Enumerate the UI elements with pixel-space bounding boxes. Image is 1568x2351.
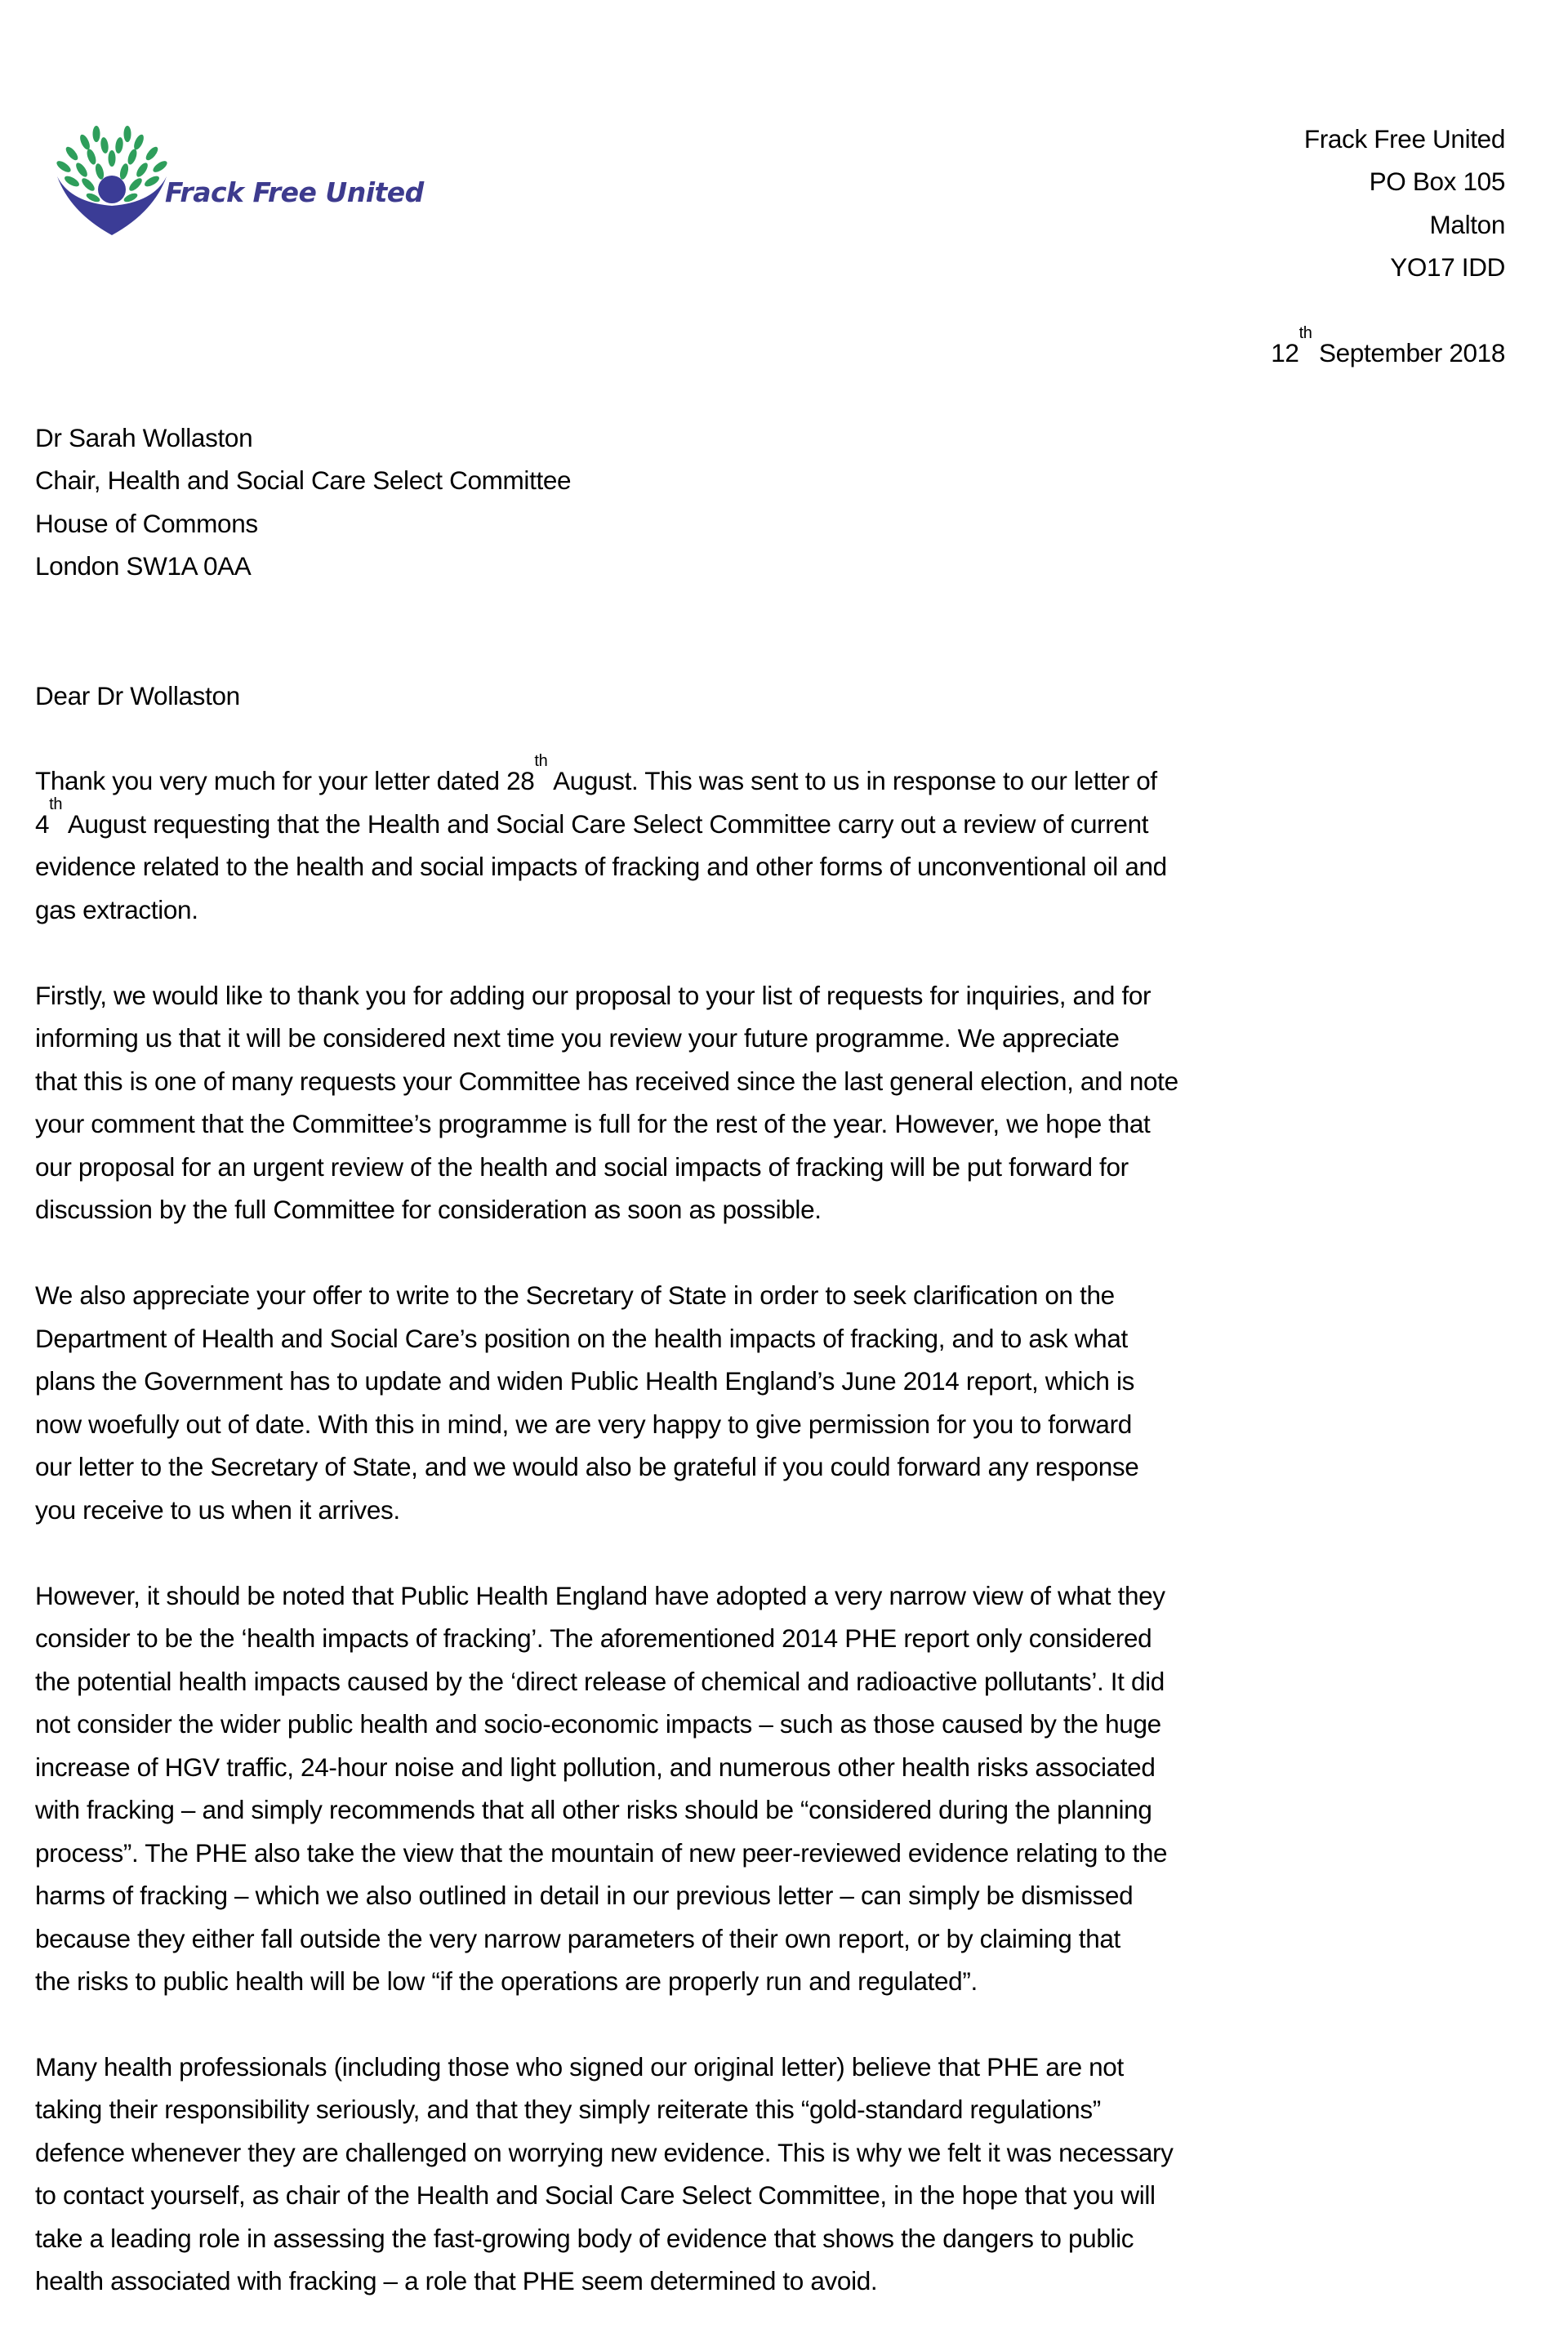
body-line: with fracking – and simply recommends that all other risks should be “considered during the planning bbox=[35, 1795, 1152, 1824]
body-line: to contact yourself, as chair of the Health and Social Care Select Committee, in the hope that you will bbox=[35, 2180, 1156, 2210]
body-line: discussion by the full Committee for consideration as soon as possible. bbox=[35, 1195, 822, 1224]
date-day: 12 bbox=[1271, 338, 1299, 367]
sender-line: Malton bbox=[1429, 210, 1505, 239]
body-line: consider to be the ‘health impacts of fracking’. The aforementioned 2014 PHE report only considered bbox=[35, 1623, 1152, 1653]
recipient-line: House of Commons bbox=[35, 509, 258, 538]
body-line: our proposal for an urgent review of the health and social impacts of fracking will be put forward for bbox=[35, 1152, 1129, 1182]
body-line: that this is one of many requests your Committee has received since the last general election, and note bbox=[35, 1066, 1178, 1096]
body-line: However, it should be noted that Public Health England have adopted a very narrow view of what they bbox=[35, 1581, 1165, 1610]
body-line: the potential health impacts caused by the ‘direct release of chemical and radioactive pollutants’. It did bbox=[35, 1667, 1165, 1696]
sender-line: Frack Free United bbox=[1303, 124, 1505, 154]
logo-wordmark: Frack Free United bbox=[165, 176, 424, 208]
body-line: defence whenever they are challenged on worrying new evidence. This is why we felt it was necessary bbox=[35, 2138, 1174, 2167]
recipient-line: London SW1A 0AA bbox=[35, 551, 252, 581]
body-line: the risks to public health will be low “if the operations are properly run and regulated”. bbox=[35, 1966, 978, 1996]
sender-line: PO Box 105 bbox=[1369, 167, 1505, 196]
frack-free-united-logo bbox=[54, 121, 424, 239]
date-ordinal-suffix: th bbox=[1298, 324, 1312, 342]
body-line: Many health professionals (including those who signed our original letter) believe that PHE are not bbox=[35, 2052, 1124, 2082]
body-line: taking their responsibility seriously, and that they simply reiterate this “gold-standard regulations” bbox=[35, 2095, 1101, 2124]
sender-line: YO17 IDD bbox=[1390, 252, 1505, 282]
letter-date bbox=[1271, 324, 1505, 369]
body-line: Firstly, we would like to thank you for adding our proposal to your list of requests for inquiries, and for bbox=[35, 981, 1152, 1010]
body-line: take a leading role in assessing the fast-growing body of evidence that shows the dangers to public bbox=[35, 2224, 1134, 2253]
body-line: harms of fracking – which we also outlined in detail in our previous letter – can simply be dismissed bbox=[35, 1881, 1134, 1910]
body-line: your comment that the Committee’s programme is full for the rest of the year. However, we hope that bbox=[35, 1109, 1151, 1138]
recipient-line: Dr Sarah Wollaston bbox=[35, 423, 253, 452]
body-line: process”. The PHE also take the view that the mountain of new peer-reviewed evidence relating to the bbox=[35, 1838, 1168, 1868]
body-line: increase of HGV traffic, 24-hour noise and light pollution, and numerous other health risks associated bbox=[35, 1752, 1156, 1782]
body-line: our letter to the Secretary of State, and we would also be grateful if you could forward any response bbox=[35, 1452, 1139, 1481]
body-line: Department of Health and Social Care’s position on the health impacts of fracking, and to ask what bbox=[35, 1324, 1128, 1353]
tree-person-heart-icon bbox=[54, 121, 168, 239]
body-line: gas extraction. bbox=[35, 895, 198, 924]
date-month-year: September 2018 bbox=[1312, 338, 1505, 367]
body-line: Thank you very much for your letter dated 28th August. This was sent to us in response to our letter of bbox=[35, 752, 1157, 795]
body-line: We also appreciate your offer to write to the Secretary of State in order to seek clarification on the bbox=[35, 1280, 1115, 1310]
body-line: now woefully out of date. With this in mind, we are very happy to give permission for you to forward bbox=[35, 1409, 1132, 1439]
body-line: health associated with fracking – a role that PHE seem determined to avoid. bbox=[35, 2266, 878, 2295]
body-line: not consider the wider public health and socio-economic impacts – such as those caused by the huge bbox=[35, 1709, 1161, 1739]
body-line: informing us that it will be considered next time you review your future programme. We appreciate bbox=[35, 1023, 1120, 1053]
salutation: Dear Dr Wollaston bbox=[35, 681, 240, 710]
body-line: evidence related to the health and social impacts of fracking and other forms of unconventional oil and bbox=[35, 852, 1167, 881]
body-line: you receive to us when it arrives. bbox=[35, 1495, 400, 1525]
body-line: because they either fall outside the very narrow parameters of their own report, or by claiming that bbox=[35, 1924, 1120, 1953]
recipient-line: Chair, Health and Social Care Select Committee bbox=[35, 465, 572, 495]
body-line: plans the Government has to update and widen Public Health England’s June 2014 report, which is bbox=[35, 1366, 1135, 1396]
body-line: 4th August requesting that the Health and Social Care Select Committee carry out a review of current bbox=[35, 795, 1149, 839]
